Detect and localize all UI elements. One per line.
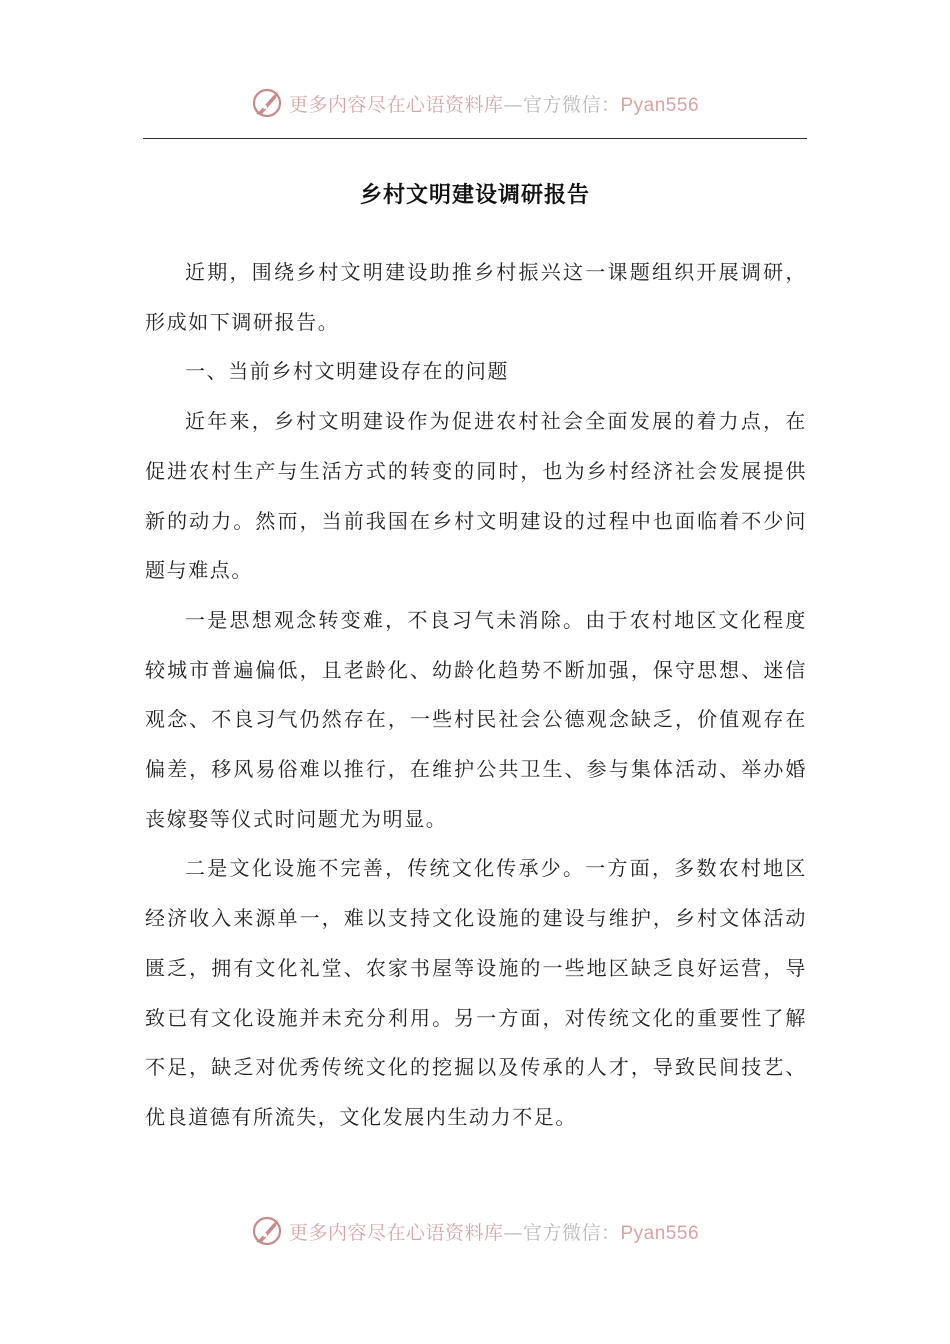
watermark-prefix: 更多内容尽在心语资料库 [288, 1221, 504, 1244]
document-title: 乡村文明建设调研报告 [359, 183, 590, 208]
watermark-text [289, 90, 699, 117]
pen-nib-logo-icon [251, 1214, 285, 1248]
watermark-label: 官方微信： [522, 1221, 621, 1244]
footer-watermark [0, 1211, 950, 1251]
watermark-label: 官方微信： [522, 93, 621, 116]
watermark-dash: — [503, 1221, 523, 1244]
watermark-text [289, 1218, 699, 1245]
paragraph-problem-1: 一是思想观念转变难，不良习气未消除。由于农村地区文化程度较城市普遍偏低，且老龄化、幼龄化趋势不断加强，保守思想、迷信观念、不良习气仍然存在，一些村民社会公德观念缺乏，价值观存在偏差，移风易俗难以推行，在维护公共卫生、参与集体活动、举办婚丧嫁娶等仪式时问题尤为明显。 [145, 607, 807, 831]
section-heading-1: 一、当前乡村文明建设存在的问题 [185, 359, 509, 384]
pen-nib-logo-icon [251, 86, 285, 120]
paragraph-background: 近年来，乡村文明建设作为促进农村社会全面发展的着力点，在促进农村生产与生活方式的转变的同时，也为乡村经济社会发展提供新的动力。然而，当前我国在乡村文明建设的过程中也面临着不少问题与难点。 [145, 409, 807, 583]
watermark-prefix: 更多内容尽在心语资料库 [288, 93, 504, 116]
header-watermark [0, 83, 950, 123]
watermark-wechat-id: Pyan556 [620, 1222, 700, 1244]
paragraph-problem-2: 二是文化设施不完善，传统文化传承少。一方面，多数农村地区经济收入来源单一，难以支持文化设施的建设与维护，乡村文体活动匮乏，拥有文化礼堂、农家书屋等设施的一些地区缺乏良好运营，导致已有文化设施并未充分利用。另一方面，对传统文化的重要性了解不足，缺乏对优秀传统文化的挖掘以及传承的人才，导致民间技艺、优良道德有所流失，文化发展内生动力不足。 [145, 856, 807, 1129]
header-divider [143, 138, 807, 139]
document-body [145, 248, 807, 1143]
watermark-dash: — [503, 93, 523, 116]
watermark-wechat-id: Pyan556 [620, 94, 700, 116]
paragraph-intro: 近期，围绕乡村文明建设助推乡村振兴这一课题组织开展调研，形成如下调研报告。 [145, 260, 807, 334]
